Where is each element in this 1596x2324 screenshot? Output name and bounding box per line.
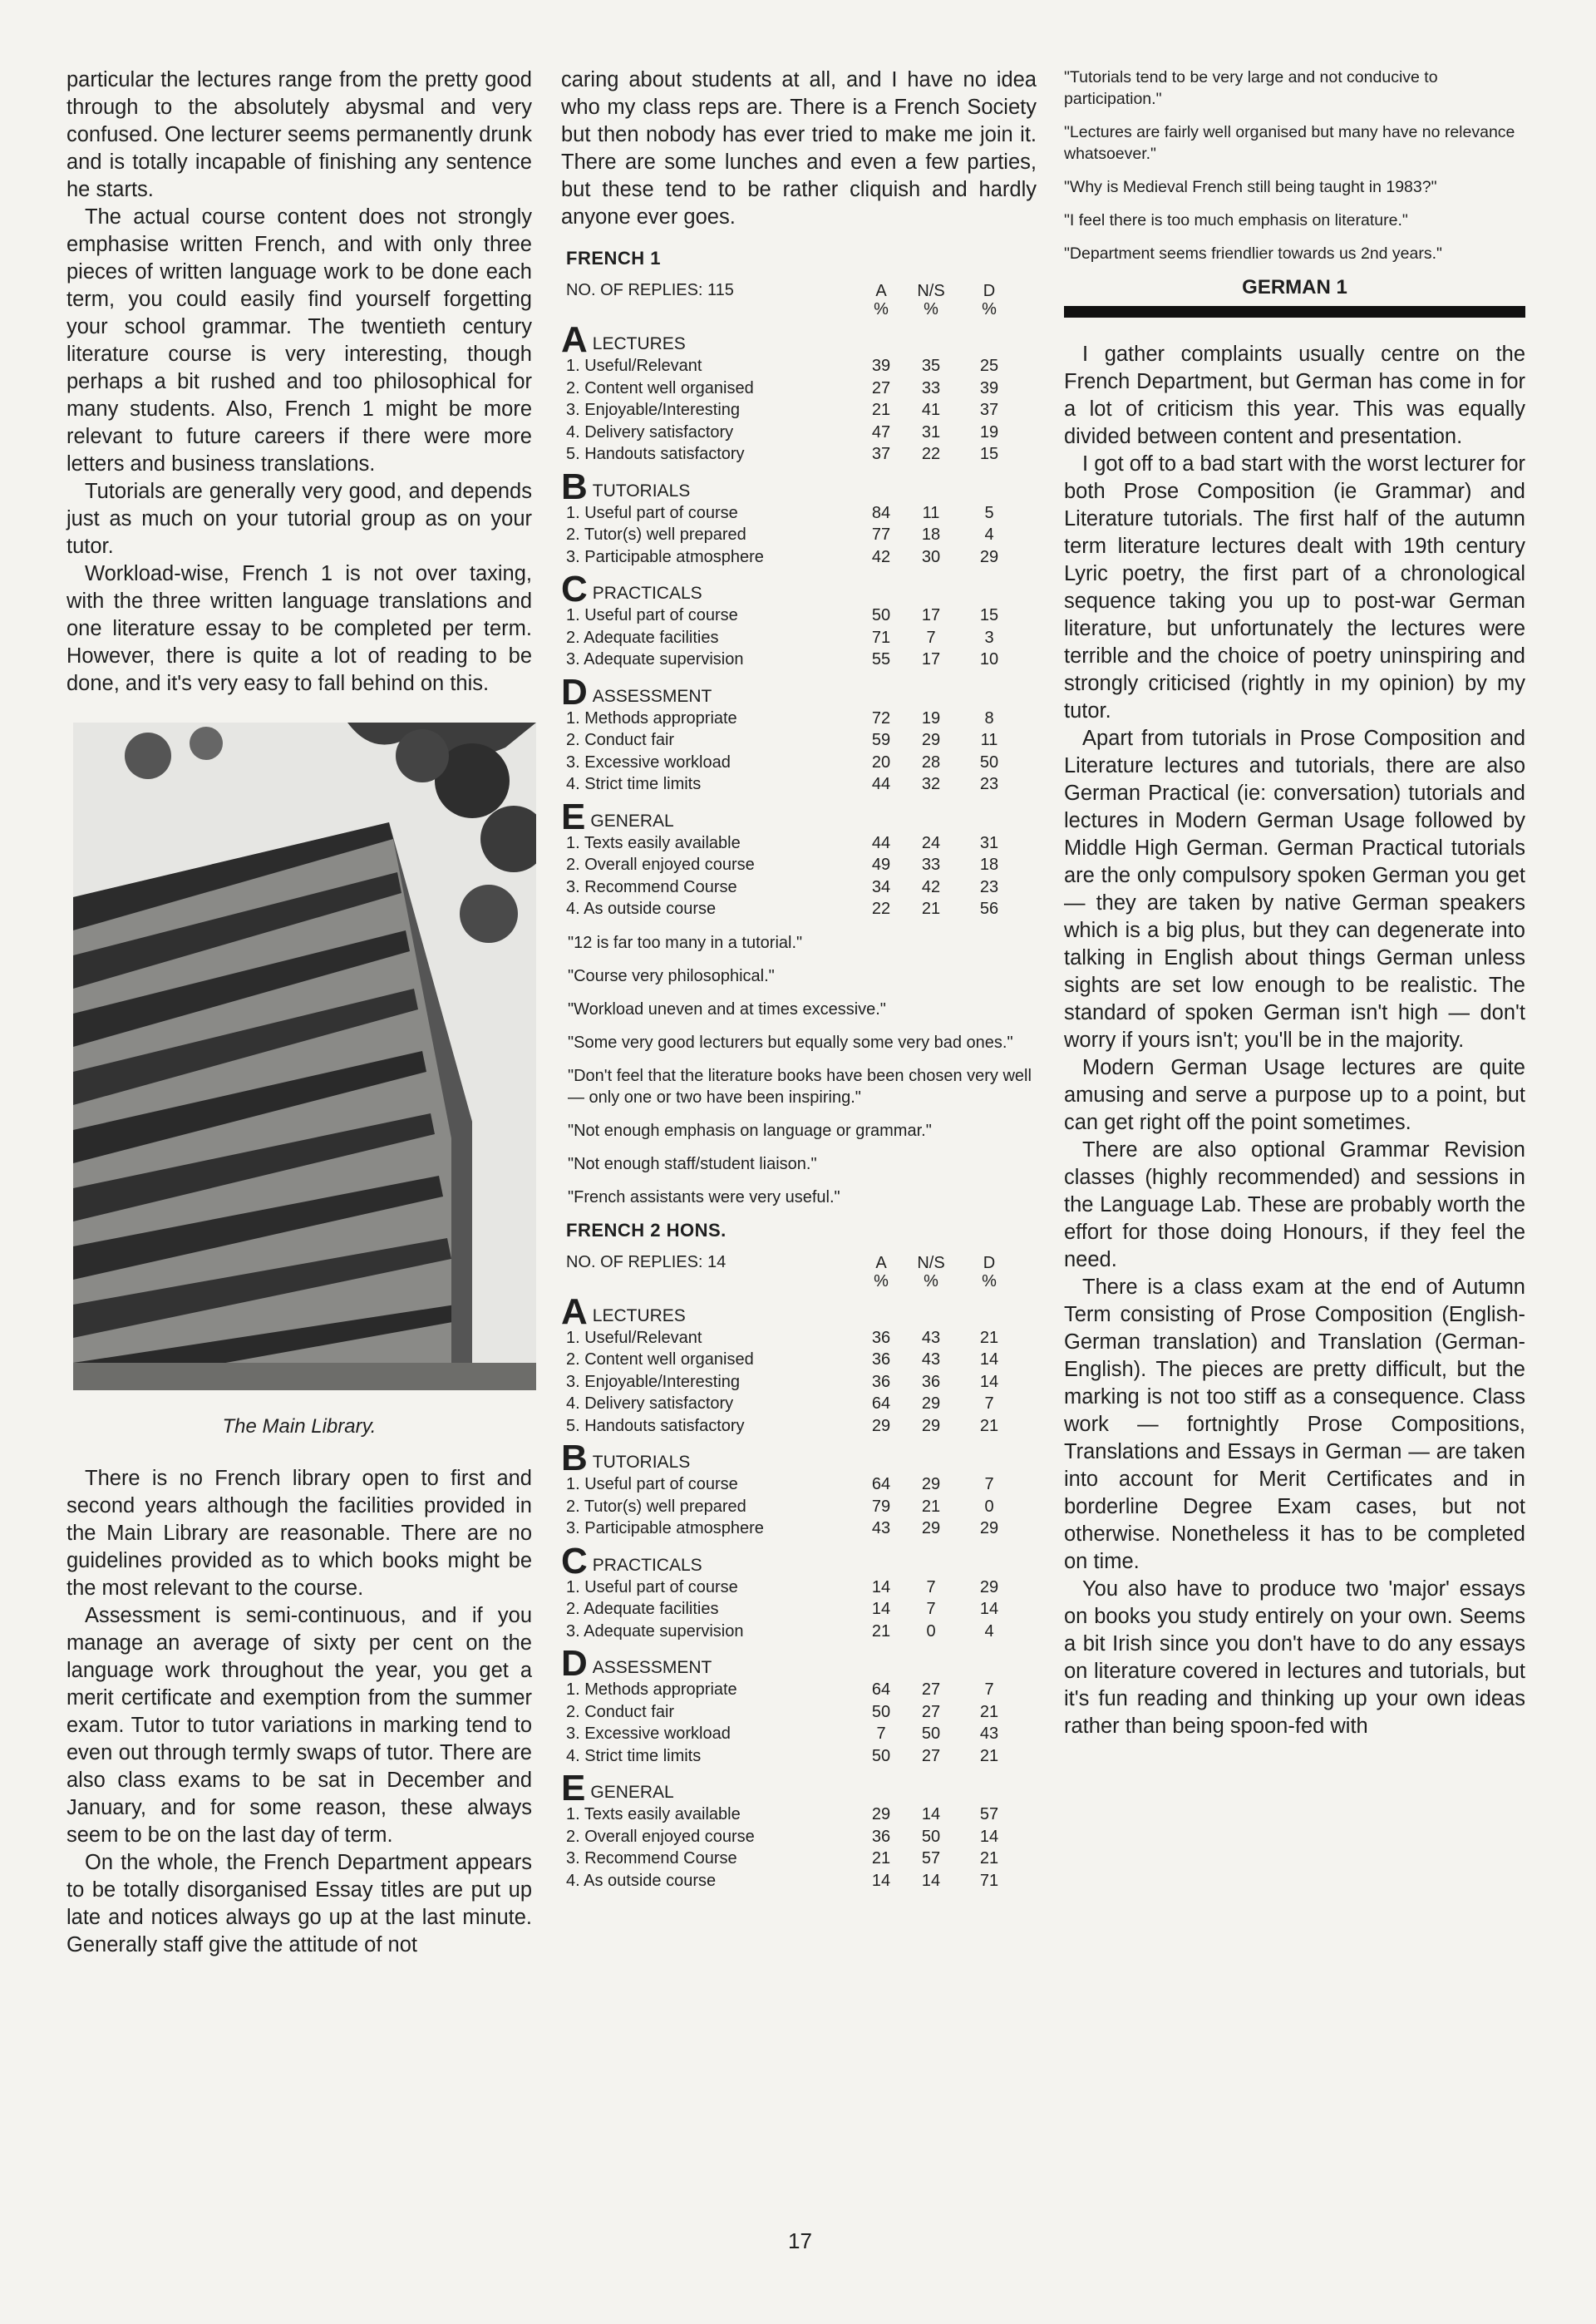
value-agree: 36 xyxy=(871,1372,891,1391)
paragraph: On the whole, the French Department appears to be totally disorganised Essay titles are put up late and notices always go up at the last minute. Generally staff give the attitude of not xyxy=(66,1851,532,1956)
survey-row xyxy=(561,1805,1037,1828)
row-label: 3. Excessive workload xyxy=(566,752,731,772)
value-disagree: 7 xyxy=(984,1394,994,1413)
survey-section xyxy=(561,1643,1037,1769)
survey-row xyxy=(561,709,1037,732)
value-agree: 49 xyxy=(871,856,891,874)
row-label: 1. Methods appropriate xyxy=(566,708,737,728)
student-quote: "Not enough emphasis on language or grammar." xyxy=(568,1121,932,1140)
survey-row xyxy=(561,900,1037,922)
photo-caption: The Main Library. xyxy=(222,1415,377,1438)
survey-section xyxy=(561,1290,1037,1439)
section-letter: E xyxy=(561,1768,586,1808)
paragraph: particular the lectures range from the pretty good through to the absolutely abysmal and very confused. One lecturer seems permanently drunk and is totally incapable of finishing any sentence he starts. xyxy=(66,68,532,201)
value-not-sure: 0 xyxy=(926,1621,936,1641)
row-label: 4. Delivery satisfactory xyxy=(566,422,734,442)
row-label: 1. Useful part of course xyxy=(566,1577,738,1596)
section-heading xyxy=(561,1540,1037,1581)
row-label: 4. As outside course xyxy=(566,900,717,918)
value-agree: 64 xyxy=(871,1394,891,1413)
row-label: 4. Strict time limits xyxy=(566,1746,702,1765)
survey-row xyxy=(561,525,1037,548)
value-agree: 36 xyxy=(871,1827,891,1846)
section-letter: C xyxy=(561,569,588,609)
paragraph: Tutorials are generally very good, and depends just as much on your tutorial group as on your tutor. xyxy=(66,480,532,558)
value-agree: 22 xyxy=(871,900,891,918)
row-label: 3. Participable atmosphere xyxy=(566,1519,764,1537)
header-ns xyxy=(910,282,952,318)
section-heading xyxy=(561,319,1037,360)
value-agree: 27 xyxy=(871,378,891,397)
survey-row xyxy=(561,1394,1037,1417)
value-not-sure: 35 xyxy=(921,357,941,375)
value-not-sure: 17 xyxy=(921,606,941,624)
value-not-sure: 29 xyxy=(921,1519,941,1537)
value-not-sure: 42 xyxy=(921,877,941,896)
row-label: 5. Handouts satisfactory xyxy=(566,445,745,463)
student-quote: "Workload uneven and at times excessive." xyxy=(568,999,886,1019)
section-name: LECTURES xyxy=(592,334,686,353)
value-agree: 64 xyxy=(871,1475,891,1493)
survey-row xyxy=(561,1373,1037,1395)
value-agree: 50 xyxy=(871,606,891,624)
value-not-sure: 50 xyxy=(921,1827,941,1846)
column-left xyxy=(66,67,532,1959)
article-text-german xyxy=(1064,341,1525,1740)
paragraph: I got off to a bad start with the worst lecturer for both Prose Composition (ie Grammar) and Literature tutorials. The first half of the autumn term literature lectures dealt with 19th century Lyric poetry, the first part of a chronological sequence taking you up to post-war German literature, but unfortunately the lectures were terrible and the choice of poetry uninspiring and strongly criticised (rightly in my opinion) by my tutor. xyxy=(1064,452,1525,723)
section-heading xyxy=(561,1290,1037,1332)
value-disagree: 56 xyxy=(979,900,999,918)
survey-row xyxy=(561,1519,1037,1542)
row-label: 5. Handouts satisfactory xyxy=(566,1416,745,1435)
value-not-sure: 14 xyxy=(921,1871,941,1890)
value-disagree: 0 xyxy=(984,1497,994,1516)
survey-row xyxy=(561,1578,1037,1601)
value-not-sure: 31 xyxy=(921,422,941,442)
paragraph: There is no French library open to first and second years although the facilities provided in the Main Library are reasonable. There are no guidelines provided as to which books might be the most relevant to the course. xyxy=(66,1467,532,1600)
library-building-image xyxy=(73,723,536,1390)
survey-row xyxy=(561,357,1037,379)
survey-row xyxy=(561,1417,1037,1439)
value-not-sure: 14 xyxy=(921,1805,941,1823)
section-heading xyxy=(561,796,1037,837)
paragraph: The actual course content does not strongly emphasise written French, and with only three pieces of written language work to be done each term, you could easily find yourself forgetting your school grammar. The twentieth century literature course is very interesting, though perhaps a bit rushed and too philosophical for many students. Also, French 1 might be more relevant to future careers if there were more letters and business translations. xyxy=(66,205,532,476)
value-agree: 44 xyxy=(871,775,891,793)
value-disagree: 3 xyxy=(984,628,994,647)
value-agree: 21 xyxy=(871,1849,891,1868)
row-label: 3. Enjoyable/Interesting xyxy=(566,401,741,419)
value-agree: 21 xyxy=(871,1621,891,1641)
column-headers xyxy=(561,1254,1037,1292)
header-label: N/S xyxy=(917,1253,945,1272)
header-ns xyxy=(910,1254,952,1290)
value-disagree: 29 xyxy=(979,547,999,566)
survey-row xyxy=(561,878,1037,900)
value-disagree: 14 xyxy=(979,1372,999,1391)
column-headers xyxy=(561,282,1037,320)
value-not-sure: 57 xyxy=(921,1849,941,1868)
survey-row xyxy=(561,629,1037,651)
value-disagree: 4 xyxy=(984,1621,994,1641)
section-heading xyxy=(561,671,1037,713)
value-not-sure: 33 xyxy=(921,856,941,874)
header-a xyxy=(860,1254,902,1290)
value-disagree: 21 xyxy=(979,1849,999,1868)
section-letter: B xyxy=(561,1438,588,1478)
value-disagree: 10 xyxy=(979,650,999,669)
row-label: 3. Participable atmosphere xyxy=(566,547,764,566)
value-agree: 79 xyxy=(871,1497,891,1516)
paragraph: There are also optional Grammar Revision classes (highly recommended) and sessions in the Language Lab. These are probably worth the effort for those doing Honours, if they feel the need. xyxy=(1064,1138,1525,1271)
value-agree: 44 xyxy=(871,833,891,852)
value-not-sure: 11 xyxy=(922,503,940,522)
article-text-bottom xyxy=(66,1465,532,1959)
survey-row xyxy=(561,1498,1037,1520)
student-quotes xyxy=(1064,67,1525,264)
survey-row xyxy=(561,1680,1037,1703)
row-label: 1. Useful/Relevant xyxy=(566,1328,702,1347)
header-d xyxy=(968,282,1010,318)
survey-row xyxy=(561,1703,1037,1725)
survey-row xyxy=(561,1849,1037,1872)
value-disagree: 23 xyxy=(979,775,999,793)
header-d xyxy=(968,1254,1010,1290)
survey-row xyxy=(561,1828,1037,1850)
row-label: 1. Useful part of course xyxy=(566,503,738,522)
section-name: PRACTICALS xyxy=(592,584,702,603)
student-quote: "Department seems friendlier towards us 2nd years." xyxy=(1064,244,1442,263)
row-label: 1. Texts easily available xyxy=(566,1805,741,1823)
value-not-sure: 29 xyxy=(921,1394,941,1413)
student-quote: "12 is far too many in a tutorial." xyxy=(568,933,803,952)
value-disagree: 21 xyxy=(979,1702,999,1721)
row-label: 2. Conduct fair xyxy=(566,1702,675,1721)
survey-section xyxy=(561,796,1037,922)
row-label: 3. Recommend Course xyxy=(566,877,737,896)
value-agree: 29 xyxy=(871,1805,891,1823)
survey-row xyxy=(561,445,1037,467)
row-label: 4. As outside course xyxy=(566,1871,717,1890)
section-name: TUTORIALS xyxy=(592,1453,691,1472)
value-agree: 47 xyxy=(871,422,891,442)
paragraph: I gather complaints usually centre on the French Department, but German has come in for a lot of criticism this year. This was equally divided between content and presentation. xyxy=(1064,343,1525,448)
section-name: GENERAL xyxy=(590,811,674,831)
section-heading xyxy=(561,569,1037,609)
paragraph: Modern German Usage lectures are quite amusing and serve a purpose up to a point, but can get right off the point sometimes. xyxy=(1064,1056,1525,1134)
survey-section xyxy=(561,319,1037,467)
value-agree: 42 xyxy=(871,547,891,566)
page-number: 17 xyxy=(788,2228,812,2253)
article-text-top xyxy=(66,67,532,698)
value-agree: 36 xyxy=(871,1350,891,1369)
header-percent: % xyxy=(924,300,938,318)
student-quote: "Don't feel that the literature books have been chosen very well — only one or two have been inspiring." xyxy=(568,1066,1032,1107)
row-label: 1. Useful part of course xyxy=(566,1475,738,1493)
row-label: 3. Enjoyable/Interesting xyxy=(566,1372,741,1391)
paragraph: You also have to produce two 'major' essays on books you study entirely on your own. Seems a bit Irish since you don't have to do any essays on literature covered in lectures and tutorials, but it's fun reading and thinking up your own ideas rather than being spoon-fed with xyxy=(1064,1577,1525,1738)
row-label: 2. Adequate facilities xyxy=(566,628,719,647)
student-quote: "Tutorials tend to be very large and not conducive to participation." xyxy=(1064,68,1438,108)
survey-title: FRENCH 1 xyxy=(566,248,662,269)
value-agree: 7 xyxy=(876,1724,886,1743)
survey-row xyxy=(561,834,1037,856)
value-agree: 71 xyxy=(871,628,891,647)
value-not-sure: 7 xyxy=(926,1577,936,1596)
replies-count: NO. OF REPLIES: 115 xyxy=(566,281,734,299)
header-percent: % xyxy=(982,1271,997,1290)
row-label: 3. Adequate supervision xyxy=(566,650,744,669)
row-label: 3. Recommend Course xyxy=(566,1849,737,1868)
row-label: 3. Adequate supervision xyxy=(566,1621,744,1641)
value-not-sure: 17 xyxy=(921,650,941,669)
row-label: 2. Adequate facilities xyxy=(566,1600,719,1618)
value-not-sure: 27 xyxy=(921,1702,941,1721)
value-agree: 14 xyxy=(871,1871,891,1890)
value-disagree: 7 xyxy=(984,1475,994,1493)
value-agree: 55 xyxy=(871,650,891,669)
value-agree: 37 xyxy=(871,445,891,463)
survey-row xyxy=(561,548,1037,570)
survey-row xyxy=(561,753,1037,776)
row-label: 1. Useful/Relevant xyxy=(566,357,702,375)
value-not-sure: 29 xyxy=(921,731,941,749)
row-label: 4. Strict time limits xyxy=(566,775,702,793)
paragraph: Assessment is semi-continuous, and if you manage an average of sixty per cent on the language work throughout the year, you get a merit certificate and exemption from the summer exam. Tutor to tutor variations in marking tend to even out through termly swaps of tutor. There are also class exams to be sat in December and January, and for some reason, these always seem to be on the last day of term. xyxy=(66,1604,532,1847)
section-letter: C xyxy=(561,1540,588,1581)
survey-row xyxy=(561,1747,1037,1769)
value-not-sure: 27 xyxy=(921,1746,941,1765)
value-agree: 84 xyxy=(871,503,891,522)
value-disagree: 5 xyxy=(984,503,994,522)
student-quote: "Why is Medieval French still being taught in 1983?" xyxy=(1064,178,1437,196)
value-disagree: 39 xyxy=(979,378,999,397)
header-label: D xyxy=(983,1253,996,1272)
paragraph: There is a class exam at the end of Autumn Term consisting of Prose Composition (English-German translation) and Translation (German-English). The pieces are pretty difficult, but the marking is not too stiff as a consequence. Class work — fortnightly Prose Compositions, Translations and Essays in German — are taken into account for Merit Certificates and in borderline Degree Exam cases, but not otherwise. Nonetheless it has to be completed on time. xyxy=(1064,1275,1525,1573)
section-heading xyxy=(561,466,1037,507)
paragraph: Apart from tutorials in Prose Composition and Literature lectures and tutorials, there are also German Practical (ie: conversation) tutorials and lectures in Modern German Usage followed by Middle High German. German Practical tutorials are the only compulsory spoken German you get — they are taken by native German speakers which is a big plus, but they can degenerate into talking in English about things German unless sights are set low enough to be realistic. The standard of spoken German isn't high — don't worry if yours isn't; you'll be in the majority. xyxy=(1064,727,1525,1052)
column-right xyxy=(1064,67,1525,1740)
value-disagree: 31 xyxy=(979,833,999,852)
value-not-sure: 50 xyxy=(921,1724,941,1743)
value-disagree: 21 xyxy=(979,1328,999,1347)
header-a xyxy=(860,282,902,318)
row-label: 1. Useful part of course xyxy=(566,606,738,624)
survey-row xyxy=(561,1475,1037,1498)
row-label: 2. Content well organised xyxy=(566,378,754,397)
value-agree: 50 xyxy=(871,1702,891,1721)
value-not-sure: 41 xyxy=(921,401,941,419)
value-not-sure: 7 xyxy=(926,628,936,647)
section-name: PRACTICALS xyxy=(592,1555,702,1575)
main-library-photo xyxy=(73,723,536,1390)
value-disagree: 11 xyxy=(980,731,998,749)
header-label: D xyxy=(983,282,996,300)
section-letter: E xyxy=(561,796,586,837)
value-disagree: 14 xyxy=(979,1350,999,1369)
survey-section xyxy=(561,1540,1037,1645)
survey-row xyxy=(561,1724,1037,1747)
survey-row xyxy=(561,379,1037,402)
value-not-sure: 24 xyxy=(921,833,941,852)
value-agree: 14 xyxy=(871,1600,891,1618)
header-label: N/S xyxy=(917,282,945,300)
section-name: TUTORIALS xyxy=(592,481,691,501)
survey-row xyxy=(561,504,1037,526)
row-label: 1. Methods appropriate xyxy=(566,1680,737,1699)
value-disagree: 57 xyxy=(979,1805,999,1823)
header-percent: % xyxy=(982,300,997,318)
section-name: ASSESSMENT xyxy=(592,686,712,706)
survey-row xyxy=(561,1622,1037,1645)
value-disagree: 15 xyxy=(979,445,999,463)
value-not-sure: 29 xyxy=(921,1475,941,1493)
section-name: ASSESSMENT xyxy=(592,1658,712,1677)
value-agree: 72 xyxy=(871,708,891,728)
header-percent: % xyxy=(874,1271,889,1290)
section-letter: A xyxy=(561,1290,588,1332)
value-disagree: 21 xyxy=(979,1416,999,1435)
replies-count: NO. OF REPLIES: 14 xyxy=(566,1252,727,1271)
section-letter: D xyxy=(561,671,588,713)
value-agree: 29 xyxy=(871,1416,891,1435)
row-label: 2. Tutor(s) well prepared xyxy=(566,525,746,544)
survey-row xyxy=(561,1350,1037,1373)
value-not-sure: 33 xyxy=(921,378,941,397)
value-disagree: 23 xyxy=(979,877,999,896)
value-not-sure: 18 xyxy=(921,525,941,544)
survey-row xyxy=(561,856,1037,878)
value-disagree: 21 xyxy=(979,1746,999,1765)
value-disagree: 7 xyxy=(984,1680,994,1699)
article-text-intro: caring about students at all, and I have no idea who my class reps are. There is a French Society but then nobody has ever tried to make me join it. There are some lunches and even a few parties, but these tend to be rather cliquish and hardly anyone ever goes. xyxy=(561,68,1037,229)
section-name: GENERAL xyxy=(590,1783,674,1802)
student-quote: "Some very good lecturers but equally some very bad ones." xyxy=(568,1033,1013,1052)
survey-title: FRENCH 2 HONS. xyxy=(566,1219,727,1241)
row-label: 2. Overall enjoyed course xyxy=(566,1827,755,1846)
value-disagree: 15 xyxy=(979,606,999,624)
value-not-sure: 21 xyxy=(921,1497,941,1516)
value-agree: 14 xyxy=(871,1577,891,1596)
row-label: 2. Overall enjoyed course xyxy=(566,856,755,874)
value-not-sure: 36 xyxy=(921,1372,941,1391)
value-disagree: 8 xyxy=(984,708,994,728)
student-quote: "French assistants were very useful." xyxy=(568,1187,840,1206)
survey-row xyxy=(561,1600,1037,1622)
row-label: 2. Content well organised xyxy=(566,1350,754,1369)
survey-row xyxy=(561,731,1037,753)
header-percent: % xyxy=(874,300,889,318)
row-label: 1. Texts easily available xyxy=(566,833,741,852)
survey-row xyxy=(561,606,1037,629)
value-disagree: 18 xyxy=(979,856,999,874)
value-agree: 21 xyxy=(871,401,891,419)
survey-section xyxy=(561,1438,1037,1542)
value-agree: 36 xyxy=(871,1328,891,1347)
survey-section xyxy=(561,1768,1037,1893)
section-heading xyxy=(561,1438,1037,1478)
value-disagree: 19 xyxy=(979,422,999,442)
survey-row xyxy=(561,1329,1037,1351)
student-quote: "Lectures are fairly well organised but many have no relevance whatsoever." xyxy=(1064,123,1515,163)
section-name: LECTURES xyxy=(592,1305,686,1325)
value-not-sure: 32 xyxy=(921,775,941,793)
survey-row xyxy=(561,775,1037,797)
value-not-sure: 27 xyxy=(921,1680,941,1699)
value-agree: 20 xyxy=(871,752,891,772)
survey-row xyxy=(561,401,1037,423)
section-heading xyxy=(561,1643,1037,1684)
value-disagree: 29 xyxy=(979,1519,999,1537)
section-letter: D xyxy=(561,1643,588,1684)
value-agree: 50 xyxy=(871,1746,891,1765)
paragraph: Workload-wise, French 1 is not over taxing, with the three written language translations and one literature essay to be completed per term. However, there is quite a lot of reading to be done, and it's very easy to fall behind on this. xyxy=(66,562,532,695)
value-disagree: 37 xyxy=(979,401,999,419)
survey-row xyxy=(561,1872,1037,1894)
value-not-sure: 30 xyxy=(921,547,941,566)
row-label: 2. Conduct fair xyxy=(566,731,675,749)
value-disagree: 4 xyxy=(984,525,994,544)
header-label: A xyxy=(875,1253,887,1272)
row-label: 4. Delivery satisfactory xyxy=(566,1394,734,1413)
value-agree: 39 xyxy=(871,357,891,375)
value-not-sure: 22 xyxy=(921,445,941,463)
value-agree: 77 xyxy=(871,525,891,544)
value-not-sure: 43 xyxy=(921,1350,941,1369)
value-not-sure: 19 xyxy=(921,708,941,728)
column-middle xyxy=(561,67,1037,1893)
value-disagree: 14 xyxy=(979,1600,999,1618)
value-not-sure: 7 xyxy=(926,1600,936,1618)
header-label: A xyxy=(875,282,887,300)
student-quote: "I feel there is too much emphasis on literature." xyxy=(1064,211,1408,229)
row-label: 2. Tutor(s) well prepared xyxy=(566,1497,746,1516)
survey-row xyxy=(561,650,1037,673)
survey-tables xyxy=(561,248,1037,1893)
survey-section xyxy=(561,466,1037,570)
section-letter: B xyxy=(561,466,588,507)
value-disagree: 14 xyxy=(979,1827,999,1846)
row-label: 3. Excessive workload xyxy=(566,1724,731,1743)
value-agree: 59 xyxy=(871,731,891,749)
value-agree: 64 xyxy=(871,1680,891,1699)
section-heading xyxy=(561,1768,1037,1808)
value-disagree: 50 xyxy=(979,752,999,772)
student-quote: "Not enough staff/student liaison." xyxy=(568,1154,817,1173)
value-disagree: 29 xyxy=(979,1577,999,1596)
header-percent: % xyxy=(924,1271,938,1290)
value-disagree: 25 xyxy=(979,357,999,375)
value-agree: 34 xyxy=(871,877,891,896)
value-not-sure: 28 xyxy=(921,752,941,772)
value-disagree: 43 xyxy=(979,1724,999,1743)
value-agree: 43 xyxy=(871,1519,891,1537)
value-not-sure: 43 xyxy=(921,1328,941,1347)
survey-row xyxy=(561,423,1037,446)
value-disagree: 71 xyxy=(979,1871,999,1890)
value-not-sure: 21 xyxy=(921,900,941,918)
section-heading-german-1: GERMAN 1 xyxy=(1064,276,1525,318)
value-not-sure: 29 xyxy=(921,1416,941,1435)
survey-section xyxy=(561,671,1037,797)
survey-section xyxy=(561,569,1037,673)
student-quote: "Course very philosophical." xyxy=(568,966,775,985)
section-letter: A xyxy=(561,319,588,360)
